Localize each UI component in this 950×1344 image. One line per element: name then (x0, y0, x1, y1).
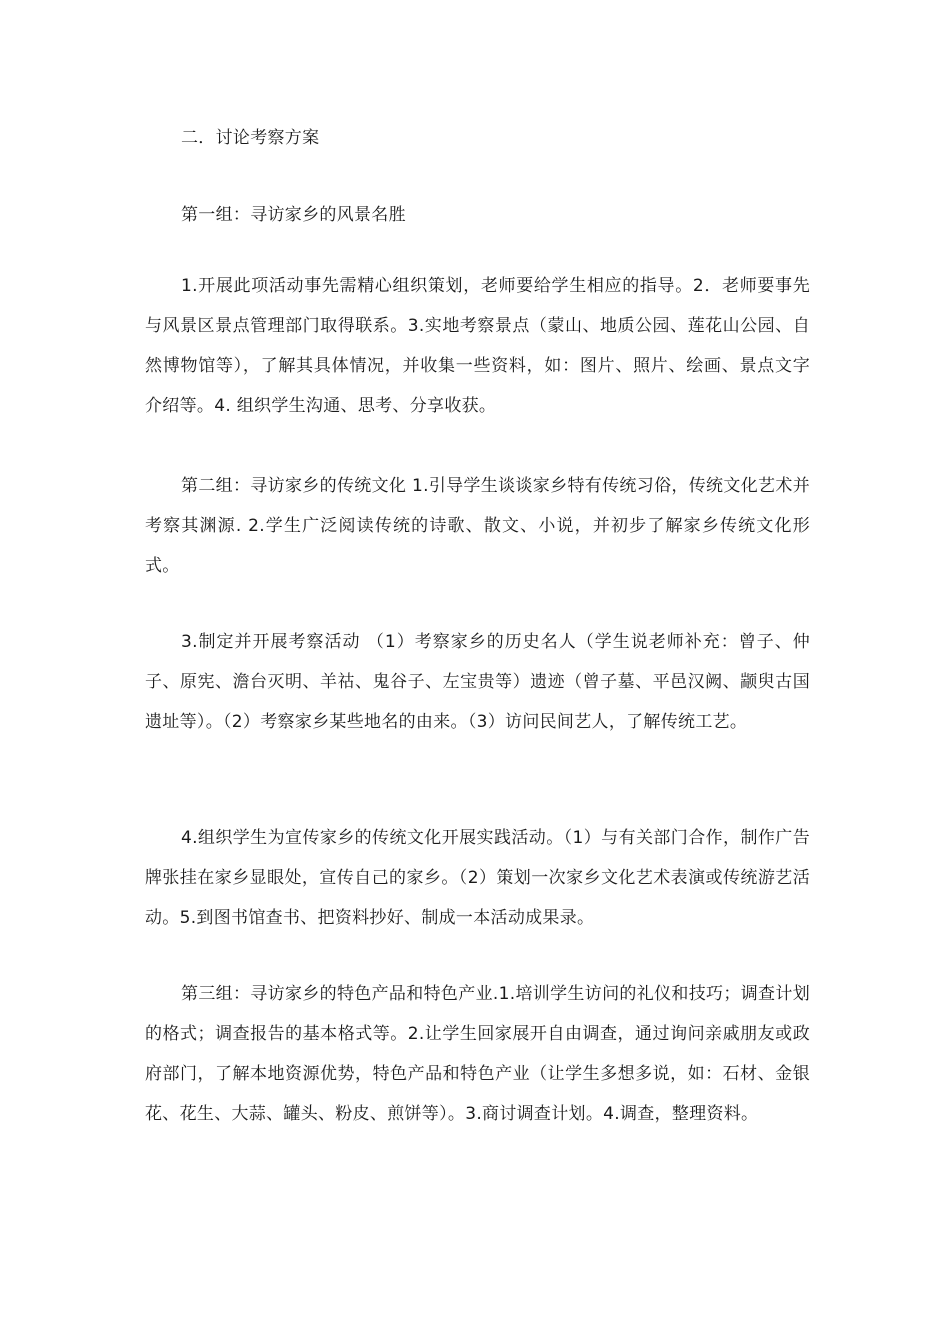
group3-paragraph: 第三组：寻访家乡的特色产品和特色产业.1.培训学生访问的礼仪和技巧；调查计划的格式；调查报告的基本格式等。2.让学生回家展开自由调查，通过询问亲戚朋友或政府部门，了解本地资源优势，特色产品和特色产业（让学生多想多说，如：石材、金银花、花生、大蒜、罐头、粉皮、煎饼等）。3.商讨调查计划。4.调查，整理资料。 (145, 984, 810, 1124)
activity4-paragraph: 4.组织学生为宣传家乡的传统文化开展实践活动。（1）与有关部门合作，制作广告牌张挂在家乡显眼处，宣传自己的家乡。（2）策划一次家乡文化艺术表演或传统游艺活动。5.到图书馆查书、把资料抄好、制成一本活动成果录。 (145, 828, 810, 928)
group1-paragraph: 1.开展此项活动事先需精心组织策划，老师要给学生相应的指导。2．老师要事先与风景区景点管理部门取得联系。3.实地考察景点（蒙山、地质公园、莲花山公园、自然博物馆等），了解其具体情况，并收集一些资料，如：图片、照片、绘画、景点文字介绍等。4. 组织学生沟通、思考、分享收获。 (145, 276, 810, 416)
group1-title: 第一组：寻访家乡的风景名胜 (181, 205, 406, 225)
section-heading: 二．讨论考察方案 (181, 128, 320, 148)
group2-paragraph: 第二组：寻访家乡的传统文化 1.引导学生谈谈家乡特有传统习俗，传统文化艺术并考察其渊源. 2.学生广泛阅读传统的诗歌、散文、小说，并初步了解家乡传统文化形式。 (145, 476, 810, 576)
activity3-paragraph: 3.制定并开展考察活动 （1）考察家乡的历史名人（学生说老师补充：曾子、仲子、原宪、澹台灭明、羊祜、鬼谷子、左宝贵等）遗迹（曾子墓、平邑汉阙、颛臾古国遗址等）。（2）考察家乡某些地名的由来。（3）访问民间艺人，了解传统工艺。 (145, 632, 810, 732)
